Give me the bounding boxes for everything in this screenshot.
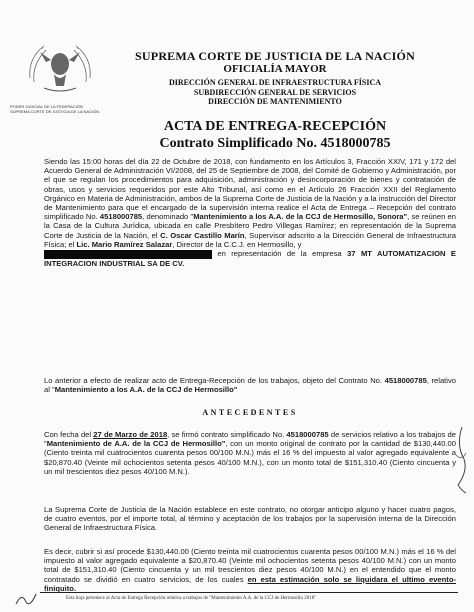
p3-contract-date: 27 de Marzo de 2018 [93,430,168,439]
antecedentes-paragraph-3 [44,547,456,593]
p1-company-name: 37 MT AUTOMATIZACION E INTEGRACION INDUSTRIAL SA DE CV. [44,249,456,268]
p1-text-j: en representación de la empresa [212,249,348,259]
antecedentes-heading: ANTECEDENTES [202,408,298,417]
handwritten-initials-mark [14,590,40,608]
footer-divider [40,592,458,593]
p1-text-i: , Director de la C.C.J. en Hermosillo, y [172,239,302,249]
p1-contract-number: 4518000785 [99,212,143,222]
p2-contract-name: Mantenimiento a los A.A. de la CCJ de Hermosillo" [54,385,238,395]
institution-name: SUPREMA CORTE DE JUSTICIA DE LA NACIÓN [135,49,415,63]
antecedentes-paragraph-1 [44,430,456,476]
department-name: OFICIALÍA MAYOR [223,63,327,75]
redacted-block [44,250,212,259]
p2-contract-number: 4518000785 [384,376,427,385]
purpose-paragraph [44,376,456,394]
footer-note: Esta hoja pertenece al Acta de Entrega Recepción relativa a trabajos de "Mantenimiento A.A. de la CCJ de Hermosillo 2018" [66,596,317,601]
p1-supervisor-name: C. Oscar Castillo Marín [160,230,245,240]
p2-text-a: Lo anterior a efecto de realizar acto de Entrega-Recepción de los trabajos, objeto del Contrato No. [44,376,385,385]
p3-text-c: , se firmó contrato simplificado No. [167,430,287,439]
p2-text-c: , relativo al " [44,376,456,395]
antecedentes-paragraph-2: La Suprema Corte de Justicia de la Nación establece en este contrato, no otorgar anticipo alguno y hacer cuatro pagos, de cuatro eventos, por el importe total, al término y aceptación de los trabajos por la supervisión interna de la Dirección General de Infraestructura Física. [44,505,456,533]
opening-paragraph [44,157,456,268]
p1-contract-name: Mantenimiento a los A.A. de la CCJ de Hermosillo, Sonora" [193,212,408,222]
p1-director-name: Lic. Mario Ramírez Salazar [76,239,173,249]
subdirectorate-name: SUBDIRECCIÓN GENERAL DE SERVICIOS [193,88,357,97]
handwritten-margin-mark [452,425,470,495]
mexican-coat-of-arms-seal [24,38,96,98]
p3-contract-name: Mantenimiento de A.A. de la CCJ de Hermosillo" [46,439,226,449]
p3-text-e: de servicios relativo a los trabajos de " [44,430,457,449]
p1-text-g: , Supervisor adscrito a la Dirección General de Infraestructura Física; el [44,230,456,249]
p1-text-e: , se reúnen en la Casa de la Cultura Jurídica, ubicada en calle Presbítero Pedro Villegas Ramírez; en representación de la Suprema Corte de Justicia de la Nación, el [44,212,456,240]
seal-caption-line2: SUPREMA CORTE DE JUSTICIA DE LA NACIÓN [10,109,100,114]
seal-caption-line1: PODER JUDICIAL DE LA FEDERACIÓN [10,104,83,109]
p3-text-g: , con un monto original de contrato por la cantidad de $130,440.00 (Ciento treinta mil cuatrocientos cuarenta pesos 00/100 M.N.) más el 16 % del impuesto al valor agregado equivalente a $20,870.40 (Veinte mil ochocientos setenta pesos 40/100 M.N.), con un monto total de $151,310.40 (Ciento cincuenta y un mil trescientos diez pesos 40/100 M.N.). [44,439,456,476]
p3-contract-number: 4518000785 [286,430,329,439]
p1-text-c: , denominado " [142,212,194,222]
p5-final-settlement-note: en esta estimación solo se liquidara el ultimo evento- finiquito. [44,574,456,593]
document-title: ACTA DE ENTREGA-RECEPCIÓN [163,119,387,134]
contract-number-title: Contrato Simplificado No. 4518000785 [159,136,391,151]
directorate-name: DIRECCIÓN GENERAL DE INFRAESTRUCTURA FÍSICA [168,78,382,87]
p3-text-a: Con fecha del [44,430,94,439]
p1-text-a: Siendo las 15:00 horas del día 22 de Octubre de 2018, con fundamento en los Artículos 3, Fracción XXIV, 171 y 172 del Acuerdo General de Administración VI/2008, del 25 de Septiembre de 2008, del Comité de Gobierno y Administración, por el que se regulan los procedimientos para adquisición, administración y desincorporación de bienes y contratación de obras, usos y servicios requeridos por este Alto Tribunal, así como en el Artículo 26 Fracción XXII del Reglamento Orgánico en Materia de Administración, ambos de la Suprema Corte de Justicia de la Nación y a la instrucción del Director de Mantenimiento para que el encargado de la supervisión interna realice el Acta de Entrega – Recepción del contrato simplificado No. [44,157,456,222]
maintenance-directorate-name: DIRECCIÓN DE MANTENIMIENTO [208,97,342,106]
p5-text-a: Es decir, cubrir si así procede $130,440.00 (Ciento treinta mil cuatrocientos cuarenta pesos 00/100 M.N.) más el 16 % del impuesto al valor agregado equivalente a $20,870.40 (Veinte mil ochocientos setenta pesos 40/100 M.N.) con un monto total de $151,310.40 (Ciento cincuenta y un mil trescientos diez pesos 40/100 M.N.) en el entendido que el monto contratado se dividió en cuatro servicios, de los cuales [44,547,456,584]
